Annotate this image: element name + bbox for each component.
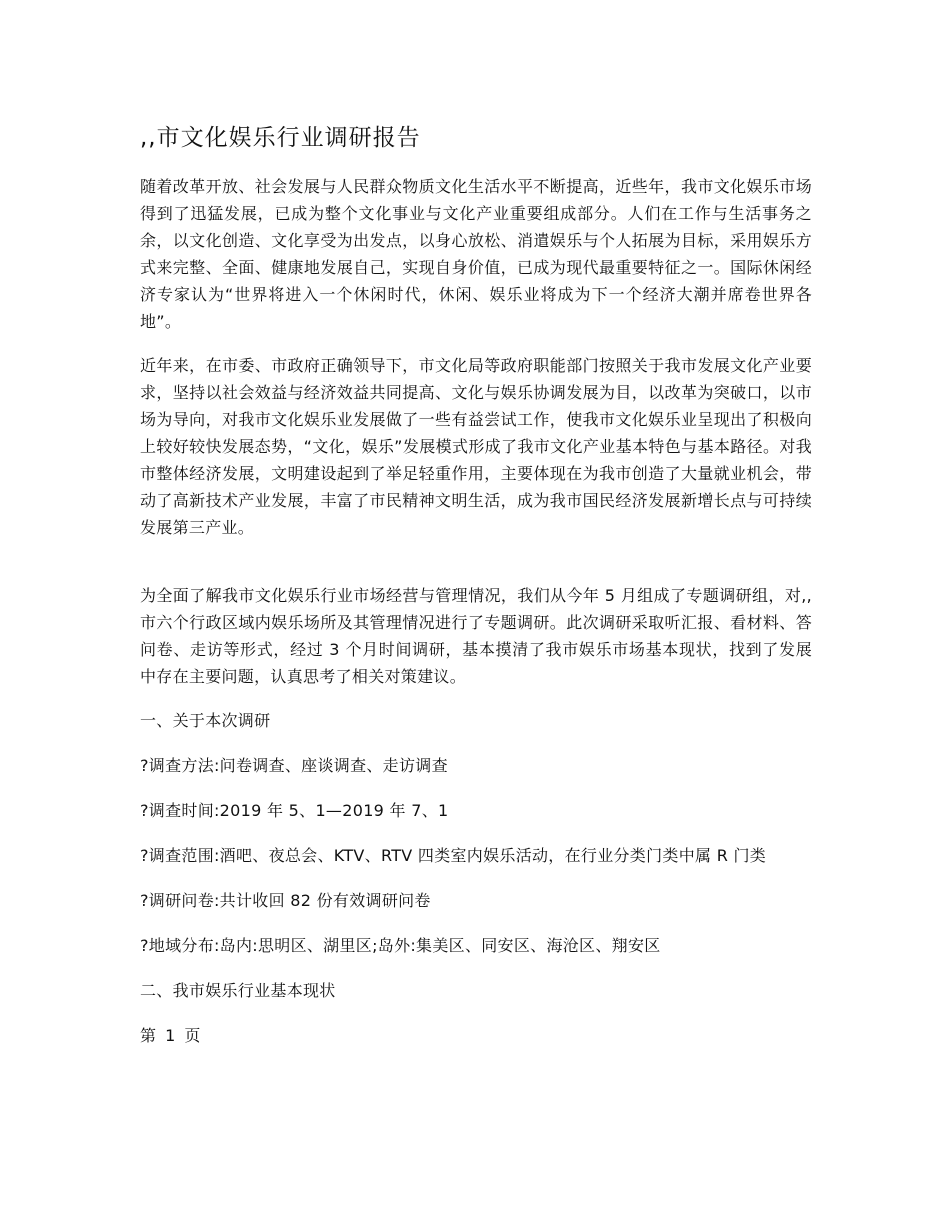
document-title: ,,市文化娱乐行业调研报告: [140, 125, 421, 151]
paragraph-spacer: [140, 335, 812, 352]
paragraph-intro: 随着改革开放、社会发展与人民群众物质文化生活水平不断提高，近些年，我市文化娱乐市场得到了迅猛发展，已成为整个文化事业与文化产业重要组成部分。人们在工作与生活事务之余，以文化创造、文化享受为出发点，以身心放松、消遣娱乐与个人拓展为目标，采用娱乐方式来完整、全面、健康地发展自己，实现自身价值，已成为现代最重要特征之一。国际休闲经济专家认为“世界将进入一个休闲时代，休闲、娱乐业将成为下一个经济大潮并席卷世界各地”。: [140, 177, 812, 331]
paragraph-background: 近年来，在市委、市政府正确领导下，市文化局等政府职能部门按照关于我市发展文化产业要求，坚持以社会效益与经济效益共同提高、文化与娱乐协调发展为目，以改革为突破口，以市场为导向，对我市文化娱乐业发展做了一些有益尝试工作，使我市文化娱乐业呈现出了积极向上较好较快发展态势，“文化，娱乐”发展模式形成了我市文化产业基本特色与基本路径。对我市整体经济发展，文明建设起到了举足轻重作用，主要体现在为我市创造了大量就业机会，带动了高新技术产业发展，丰富了市民精神文明生活，成为我市国民经济发展新增长点与可持续发展第三产业。: [140, 356, 812, 537]
list-item-region: ?地域分布:岛内:思明区、湖里区;岛外:集美区、同安区、海沧区、翔安区: [140, 936, 661, 955]
list-item-time: ?调查时间:2019 年 5、1—2019 年 7、1: [140, 801, 449, 820]
paragraph-spacer: [140, 541, 812, 582]
list-item-questionnaire: ?调研问卷:共计收回 82 份有效调研问卷: [140, 891, 431, 910]
list-item-method: ?调查方法:问卷调查、座谈调查、走访调查: [140, 756, 448, 775]
paragraph-spacer: [140, 690, 812, 707]
document-page: [140, 118, 812, 1049]
page-number: 第 1 页: [140, 1026, 203, 1045]
section-heading-status: 二、我市娱乐行业基本现状: [140, 981, 336, 1000]
section-heading-survey: 一、关于本次调研: [140, 711, 271, 730]
paragraph-purpose: 为全面了解我市文化娱乐行业市场经营与管理情况，我们从今年 5 月组成了专题调研组，对,,市六个行政区域内娱乐场所及其管理情况进行了专题调研。此次调研采取听汇报、看材料、答问卷、走访等形式，经过 3 个月时间调研，基本摸清了我市娱乐市场基本现状，找到了发展中存在主要问题，认真思考了相关对策建议。: [140, 586, 812, 686]
list-item-scope: ?调查范围:酒吧、夜总会、KTV、RTV 四类室内娱乐活动，在行业分类门类中属 R 门类: [140, 846, 767, 865]
